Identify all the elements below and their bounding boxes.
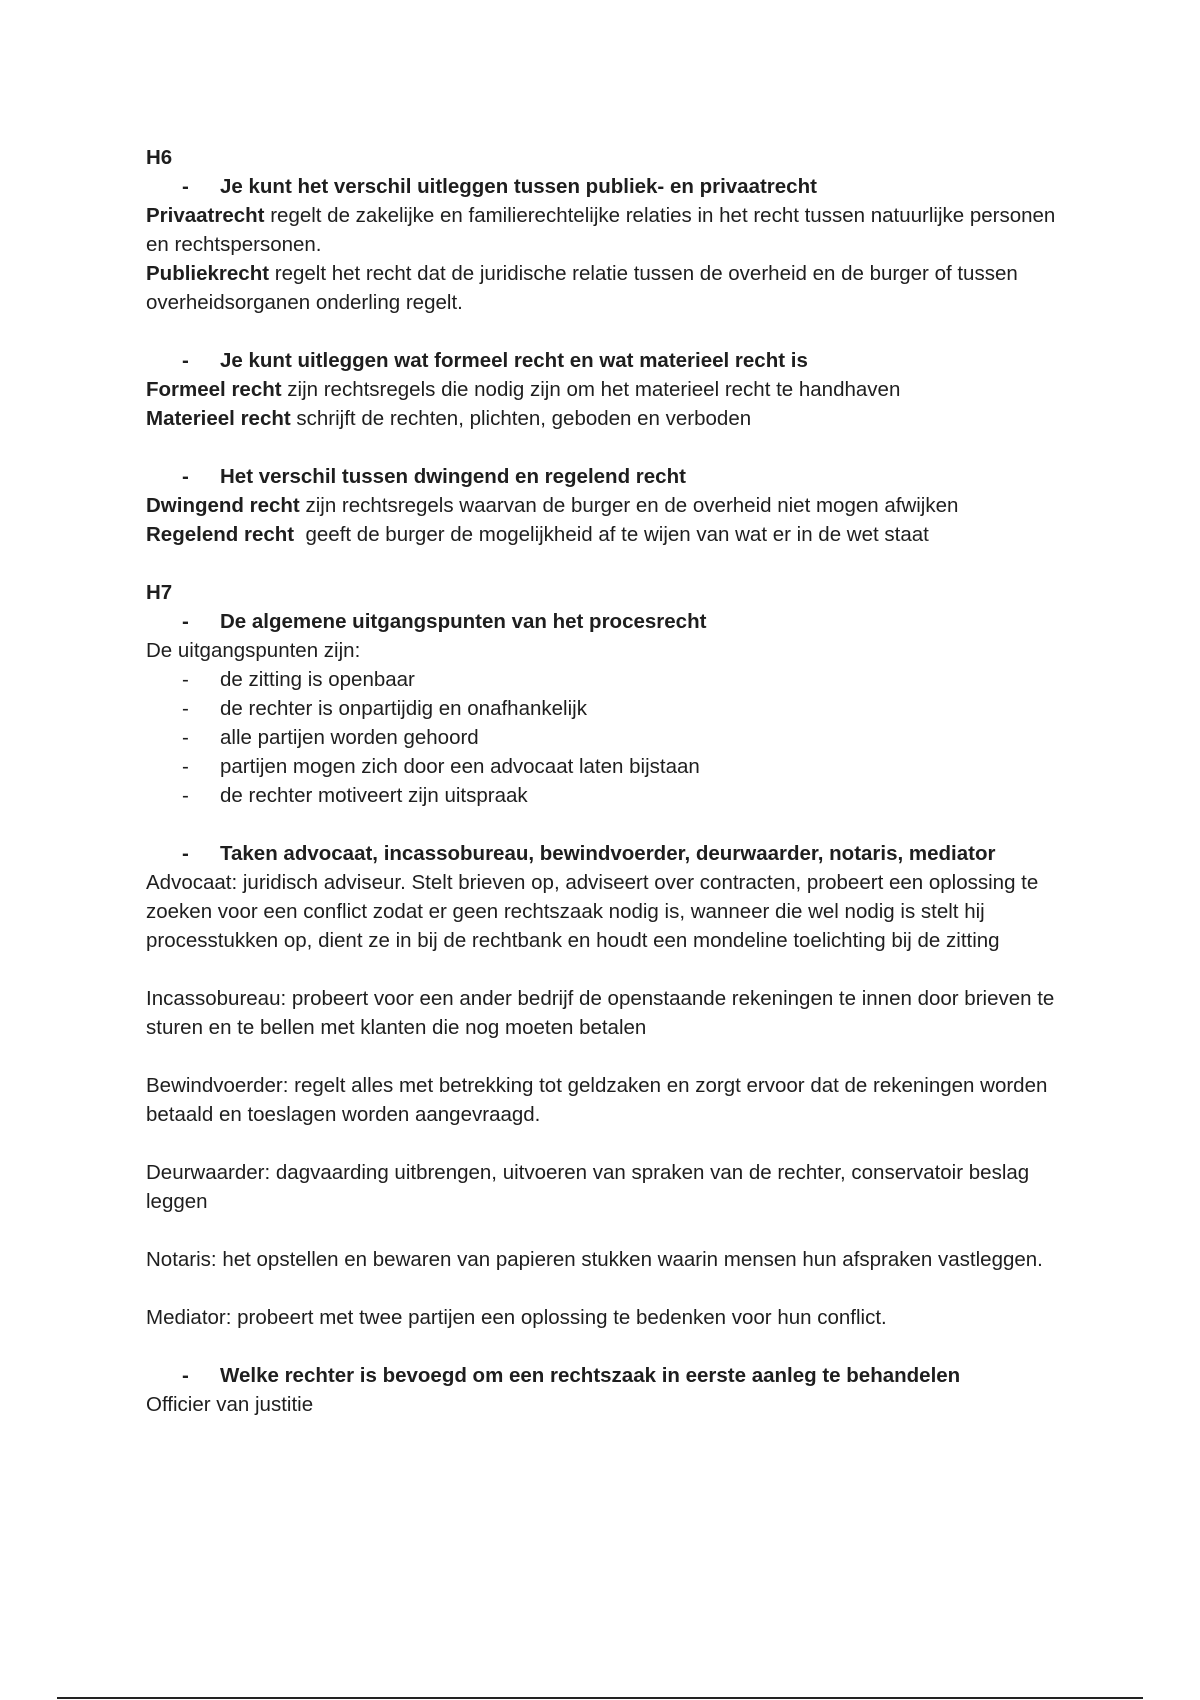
- question-text: Je kunt het verschil uitleggen tussen publiek- en privaatrecht: [220, 175, 817, 198]
- list-item: [146, 694, 1066, 723]
- bullet-dash: -: [182, 465, 189, 488]
- answer-text: Officier van justitie: [146, 1393, 314, 1416]
- task-bewindvoerder: Bewindvoerder: regelt alles met betrekking tot geldzaken en zorgt ervoor dat de rekeningen worden betaald en toeslagen worden aangevraagd.: [146, 1074, 1048, 1126]
- list-item: [146, 752, 1066, 781]
- list-item-text: de rechter is onpartijdig en onafhankelijk: [220, 697, 587, 720]
- page-bottom-rule: [57, 1697, 1143, 1699]
- bullet-dash: -: [182, 175, 189, 198]
- question-text: Taken advocaat, incassobureau, bewindvoerder, deurwaarder, notaris, mediator: [220, 842, 996, 865]
- bullet-dash: -: [182, 1364, 189, 1387]
- list-item: [146, 781, 1066, 810]
- question-dwingend-regelend: [146, 462, 1066, 491]
- bullet-dash: -: [182, 697, 189, 720]
- question-formeel-materieel: [146, 346, 1066, 375]
- question-bevoegde-rechter: [146, 1361, 1066, 1390]
- list-item: [146, 665, 1066, 694]
- term: Materieel recht: [146, 407, 291, 430]
- question-publiek-privaat: [146, 172, 1066, 201]
- task-mediator: Mediator: probeert met twee partijen een oplossing te bedenken voor hun conflict.: [146, 1306, 887, 1329]
- bullet-dash: -: [182, 726, 189, 749]
- section-heading-h6: H6: [146, 146, 173, 169]
- definition-privaatrecht: [146, 201, 1066, 259]
- definition-text: regelt de zakelijke en familierechtelijke relaties in het recht tussen natuurlijke personen en rechtspersonen.: [146, 204, 1056, 256]
- term: Publiekrecht: [146, 262, 270, 285]
- bullet-dash: -: [182, 610, 189, 633]
- definition-dwingend-recht: [146, 491, 1066, 520]
- question-text: Je kunt uitleggen wat formeel recht en wat materieel recht is: [220, 349, 808, 372]
- definition-formeel-recht: [146, 375, 1066, 404]
- definition-regelend-recht: [146, 520, 1066, 549]
- list-item-text: partijen mogen zich door een advocaat laten bijstaan: [220, 755, 700, 778]
- definition-publiekrecht: [146, 259, 1066, 317]
- term: Privaatrecht: [146, 204, 265, 227]
- definition-materieel-recht: [146, 404, 1066, 433]
- bullet-dash: -: [182, 784, 189, 807]
- bullet-dash: -: [182, 668, 189, 691]
- question-procesrecht: [146, 607, 1066, 636]
- question-taken: [146, 839, 1066, 868]
- term: Regelend recht: [146, 523, 295, 546]
- definition-text: schrijft de rechten, plichten, geboden en verboden: [290, 407, 752, 430]
- definition-text: regelt het recht dat de juridische relatie tussen de overheid en de burger of tussen overheidsorganen onderling regelt.: [146, 262, 1018, 314]
- bullet-dash: -: [182, 755, 189, 778]
- question-text: Het verschil tussen dwingend en regelend recht: [220, 465, 686, 488]
- task-incassobureau: Incassobureau: probeert voor een ander bedrijf de openstaande rekeningen te innen door brieven te sturen en te bellen met klanten die nog moeten betalen: [146, 987, 1055, 1039]
- list-item-text: de zitting is openbaar: [220, 668, 415, 691]
- document-page: [146, 143, 1066, 1419]
- question-text: De algemene uitgangspunten van het procesrecht: [220, 610, 707, 633]
- bullet-dash: -: [182, 349, 189, 372]
- task-notaris: Notaris: het opstellen en bewaren van papieren stukken waarin mensen hun afspraken vastleggen.: [146, 1248, 1043, 1271]
- definition-text: geeft de burger de mogelijkheid af te wijen van wat er in de wet staat: [294, 523, 929, 546]
- bullet-dash: -: [182, 842, 189, 865]
- list-item: [146, 723, 1066, 752]
- definition-text: zijn rechtsregels die nodig zijn om het materieel recht te handhaven: [281, 378, 901, 401]
- principles-intro: De uitgangspunten zijn:: [146, 639, 361, 662]
- term: Formeel recht: [146, 378, 282, 401]
- definition-text: zijn rechtsregels waarvan de burger en de overheid niet mogen afwijken: [299, 494, 959, 517]
- list-item-text: alle partijen worden gehoord: [220, 726, 479, 749]
- term: Dwingend recht: [146, 494, 300, 517]
- question-text: Welke rechter is bevoegd om een rechtszaak in eerste aanleg te behandelen: [220, 1364, 961, 1387]
- task-deurwaarder: Deurwaarder: dagvaarding uitbrengen, uitvoeren van spraken van de rechter, conservatoir beslag leggen: [146, 1161, 1030, 1213]
- section-heading-h7: H7: [146, 581, 173, 604]
- list-item-text: de rechter motiveert zijn uitspraak: [220, 784, 528, 807]
- task-advocaat: Advocaat: juridisch adviseur. Stelt brieven op, adviseert over contracten, probeert een oplossing te zoeken voor een conflict zodat er geen rechtszaak nodig is, wanneer die wel nodig is stelt hij processtukken op, dient ze in bij de rechtbank en houdt een mondeline toelichting bij de zitting: [146, 871, 1039, 952]
